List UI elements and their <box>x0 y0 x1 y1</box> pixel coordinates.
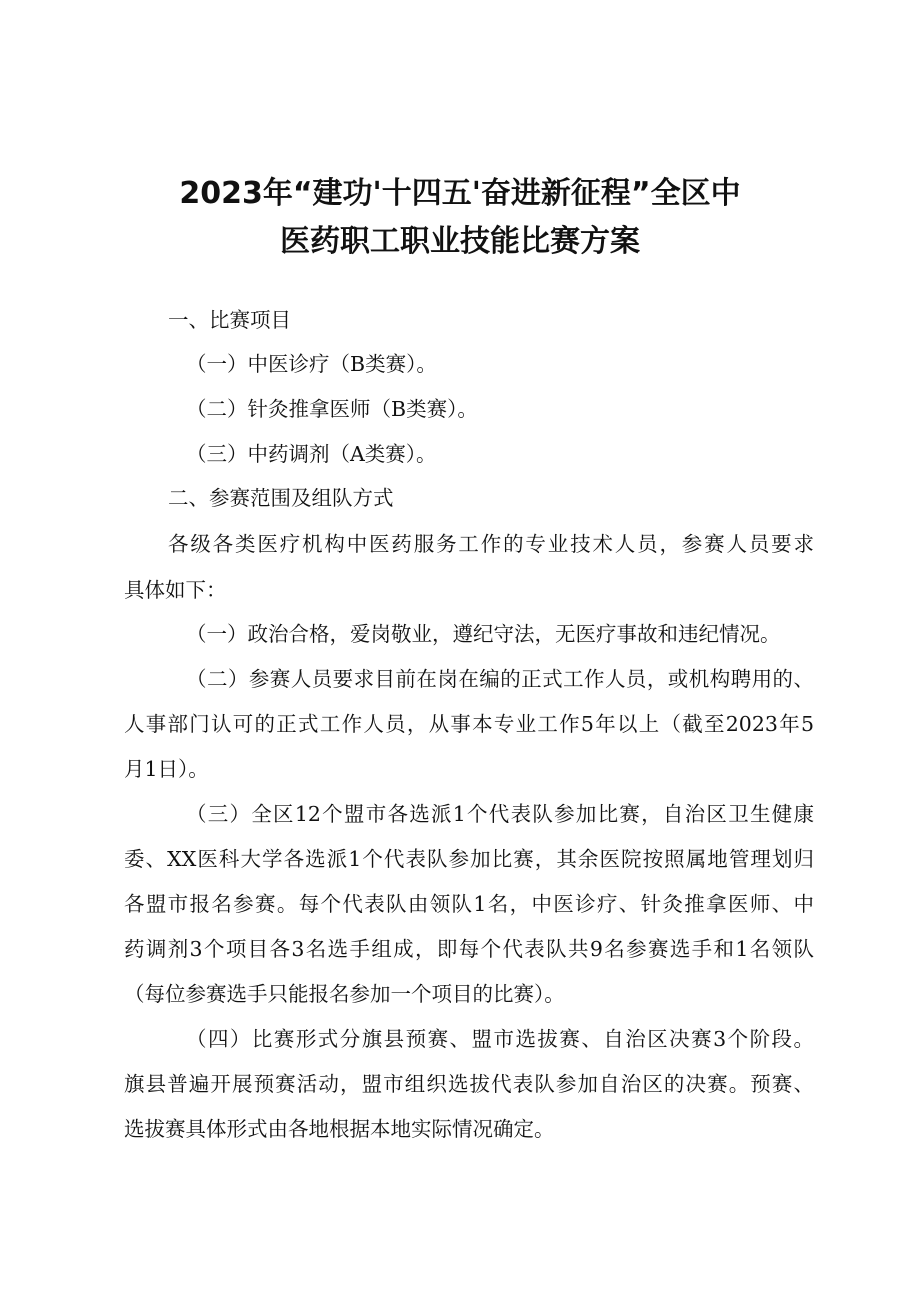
paragraph-line: （一）政治合格，爱岗敬业，遵纪守法，无医疗事故和违纪情况。 <box>186 622 781 646</box>
list-item-acupuncture-massage: （二）针灸推拿医师（B类赛）。 <box>186 397 478 421</box>
section-heading-competition-items: 一、比赛项目 <box>168 308 291 332</box>
paragraph-line: 月1日）。 <box>124 757 209 781</box>
paragraph-line: （每位参赛选手只能报名参加一个项目的比赛）。 <box>124 982 565 1006</box>
document-title-line-2: 医药职工职业技能比赛方案 <box>280 224 640 259</box>
paragraph-line: 选拔赛具体形式由各地根据本地实际情况确定。 <box>124 1117 555 1141</box>
paragraph-line: 具体如下： <box>124 578 227 602</box>
paragraph-line: 各级各类医疗机构中医药服务工作的专业技术人员，参赛人员要求 <box>168 532 814 556</box>
document-title-line-1: 2023年“建功'十四五'奋进新征程”全区中 <box>179 176 741 211</box>
section-heading-scope-and-teams: 二、参赛范围及组队方式 <box>168 486 394 510</box>
list-item-tcm-dispensing: （三）中药调剂（A类赛）。 <box>186 442 437 466</box>
list-item-tcm-diagnosis: （一）中医诊疗（B类赛）。 <box>186 352 437 376</box>
paragraph-line: 人事部门认可的正式工作人员，从事本专业工作5年以上（截至2023年5 <box>124 712 814 736</box>
paragraph-line: （四）比赛形式分旗县预赛、盟市选拔赛、自治区决赛3个阶段。 <box>186 1027 814 1051</box>
paragraph-line: （三）全区12个盟市各选派1个代表队参加比赛，自治区卫生健康 <box>186 802 814 826</box>
paragraph-line: 药调剂3个项目各3名选手组成，即每个代表队共9名参赛选手和1名领队 <box>124 937 814 961</box>
paragraph-line: 委、XX医科大学各选派1个代表队参加比赛，其余医院按照属地管理划归 <box>124 847 814 871</box>
paragraph-line: （二）参赛人员要求目前在岗在编的正式工作人员，或机构聘用的、 <box>186 667 814 691</box>
paragraph-line: 各盟市报名参赛。每个代表队由领队1名，中医诊疗、针灸推拿医师、中 <box>124 892 814 916</box>
paragraph-line: 旗县普遍开展预赛活动，盟市组织选拔代表队参加自治区的决赛。预赛、 <box>124 1072 814 1096</box>
